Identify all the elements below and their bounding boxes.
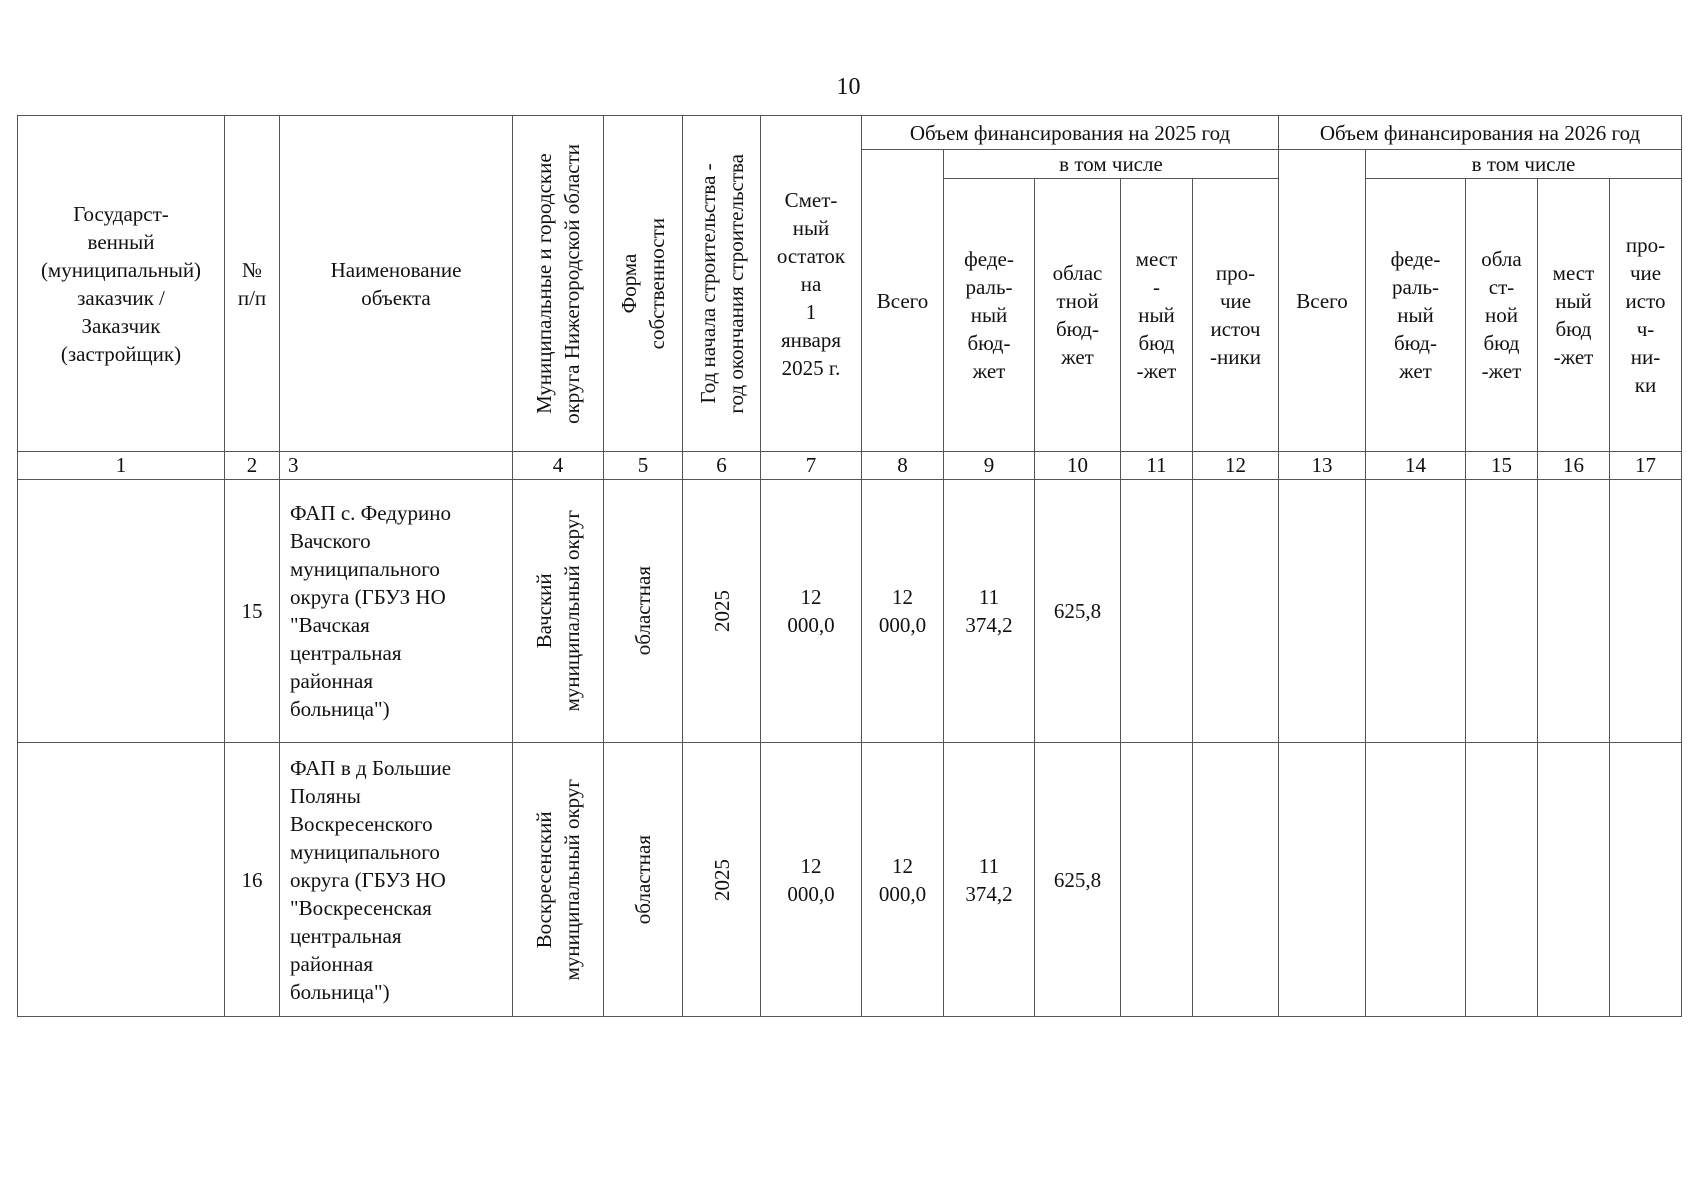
row-total-2025: 12 000,0 (862, 743, 944, 1017)
header-regional-2025: облас тной бюд- жет (1035, 179, 1121, 452)
header-ownership-cell (604, 116, 683, 452)
column-number: 3 (280, 452, 513, 480)
header-local-2025: мест - ный бюд -жет (1121, 179, 1193, 452)
header-regional-2026: обла ст- ной бюд -жет (1466, 179, 1538, 452)
row-local-2025 (1121, 480, 1193, 743)
row-estimate: 12 000,0 (761, 743, 862, 1017)
row-customer (18, 743, 225, 1017)
header-including-2026: в том числе (1366, 150, 1682, 179)
row-other-2026 (1610, 480, 1682, 743)
header-municipality: Муниципальные и городские округа Нижегородской области (532, 143, 584, 424)
header-years: Год начала строительства - год окончания строительства (695, 153, 748, 414)
row-total-2025: 12 000,0 (862, 480, 944, 743)
row-estimate: 12 000,0 (761, 480, 862, 743)
header-local-2026: мест ный бюд -жет (1538, 179, 1610, 452)
header-other-2026: про- чие исто ч- ни- ки (1610, 179, 1682, 452)
row-object-name: ФАП с. Федурино Вачского муниципального округа (ГБУЗ НО "Вачская центральная районная больница") (280, 480, 513, 743)
header-fin-2025: Объем финансирования на 2025 год (862, 116, 1279, 150)
column-number: 14 (1366, 452, 1466, 480)
column-number: 9 (944, 452, 1035, 480)
row-local-2026 (1538, 480, 1610, 743)
row-ownership-cell (604, 480, 683, 743)
row-ownership: областная (631, 566, 655, 656)
column-number: 12 (1193, 452, 1279, 480)
column-number: 5 (604, 452, 683, 480)
header-years-cell (683, 116, 761, 452)
column-number: 16 (1538, 452, 1610, 480)
column-number: 6 (683, 452, 761, 480)
header-federal-2025: феде- раль- ный бюд- жет (944, 179, 1035, 452)
row-total-2026 (1279, 480, 1366, 743)
header-federal-2026: феде- раль- ный бюд- жет (1366, 179, 1466, 452)
row-municipality-cell (513, 743, 604, 1017)
row-regional-2026 (1466, 480, 1538, 743)
row-federal-2025: 11 374,2 (944, 743, 1035, 1017)
column-numbers-row (18, 452, 1682, 480)
row-customer (18, 480, 225, 743)
row-ownership-cell (604, 743, 683, 1017)
column-number: 13 (1279, 452, 1366, 480)
row-local-2025 (1121, 743, 1193, 1017)
header-num: № п/п (225, 116, 280, 452)
row-years: 2025 (709, 858, 734, 901)
column-number: 15 (1466, 452, 1538, 480)
column-number: 2 (225, 452, 280, 480)
header-object-name: Наименование объекта (280, 116, 513, 452)
row-other-2025 (1193, 480, 1279, 743)
column-number: 11 (1121, 452, 1193, 480)
header-customer: Государст- венный (муниципальный) заказчик / Заказчик (застройщик) (18, 116, 225, 452)
row-num: 15 (225, 480, 280, 743)
row-municipality-cell (513, 480, 604, 743)
row-federal-2025: 11 374,2 (944, 480, 1035, 743)
row-regional-2025: 625,8 (1035, 743, 1121, 1017)
header-row-1 (18, 116, 1682, 150)
row-years: 2025 (709, 590, 734, 632)
row-federal-2026 (1366, 743, 1466, 1017)
row-federal-2026 (1366, 480, 1466, 743)
header-total-2025: Всего (862, 150, 944, 452)
column-number: 8 (862, 452, 944, 480)
row-other-2026 (1610, 743, 1682, 1017)
table-row (18, 743, 1682, 1017)
row-municipality: Воскресенский муниципальный округ (532, 778, 584, 981)
row-object-name: ФАП в д Большие Поляны Воскресенского муниципального округа (ГБУЗ НО "Воскресенская центральная районная больница") (280, 743, 513, 1017)
header-ownership: Форма собственности (617, 217, 669, 350)
row-regional-2026 (1466, 743, 1538, 1017)
row-num: 16 (225, 743, 280, 1017)
row-years-cell (683, 743, 761, 1017)
header-fin-2026: Объем финансирования на 2026 год (1279, 116, 1682, 150)
row-other-2025 (1193, 743, 1279, 1017)
column-number: 10 (1035, 452, 1121, 480)
header-municipality-cell (513, 116, 604, 452)
column-number: 1 (18, 452, 225, 480)
column-number: 7 (761, 452, 862, 480)
column-number: 17 (1610, 452, 1682, 480)
table-row (18, 480, 1682, 743)
row-local-2026 (1538, 743, 1610, 1017)
header-including-2025: в том числе (944, 150, 1279, 179)
page-number: 10 (836, 74, 861, 100)
header-total-2026: Всего (1279, 150, 1366, 452)
column-number: 4 (513, 452, 604, 480)
row-years-cell (683, 480, 761, 743)
header-estimate: Смет- ный остаток на 1 января 2025 г. (761, 116, 862, 452)
row-municipality: Вачский муниципальный округ (532, 510, 584, 712)
row-regional-2025: 625,8 (1035, 480, 1121, 743)
row-total-2026 (1279, 743, 1366, 1017)
header-other-2025: про- чие источ -ники (1193, 179, 1279, 452)
financing-table (17, 115, 1682, 1017)
row-ownership: областная (631, 834, 655, 925)
